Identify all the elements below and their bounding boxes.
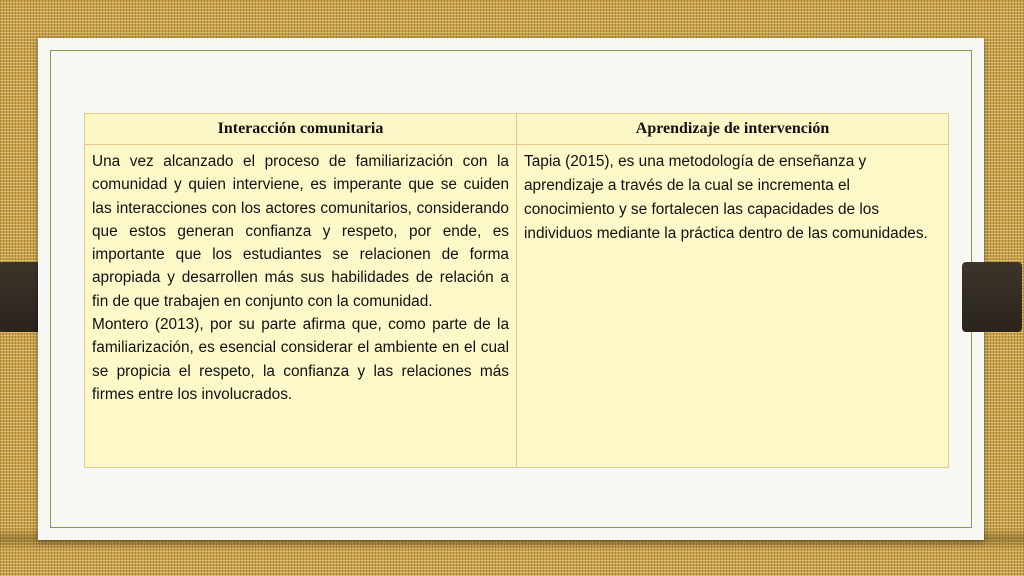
cell-interaccion-comunitaria [85,145,517,468]
cell-aprendizaje-intervencion [517,145,949,468]
table-header-row [85,114,949,145]
paragraph-tapia: Tapia (2015), es una metodología de enseñanza y aprendizaje a través de la cual se incrementa el conocimiento y se fortalecen las capacidades de los individuos mediante la práctica dentro de las comunidades. [524,153,928,242]
table-row [85,145,949,468]
right-side-tab [962,262,1022,332]
comparison-table [84,113,949,468]
header-aprendizaje-intervencion: Aprendizaje de intervención [517,114,949,145]
paragraph-montero: Montero (2013), por su parte afirma que, como parte de la familiarización, es esencial considerar el ambiente en el cual se propicia el respeto, la confianza y las relaciones más firmes entre los involucrados. [92,316,509,403]
header-interaccion-comunitaria: Interacción comunitaria [85,114,517,145]
paragraph-familiarizacion: Una vez alcanzado el proceso de familiarización con la comunidad y quien interviene, es imperante que se cuiden las interacciones con los actores comunitarios, considerando que estos generan confianza y respeto, por ende, es importante que los estudiantes se relacionen de forma apropiada y desarrollen más sus habilidades de relación a fin de que trabajen en conjunto con la comunidad. [92,153,509,310]
